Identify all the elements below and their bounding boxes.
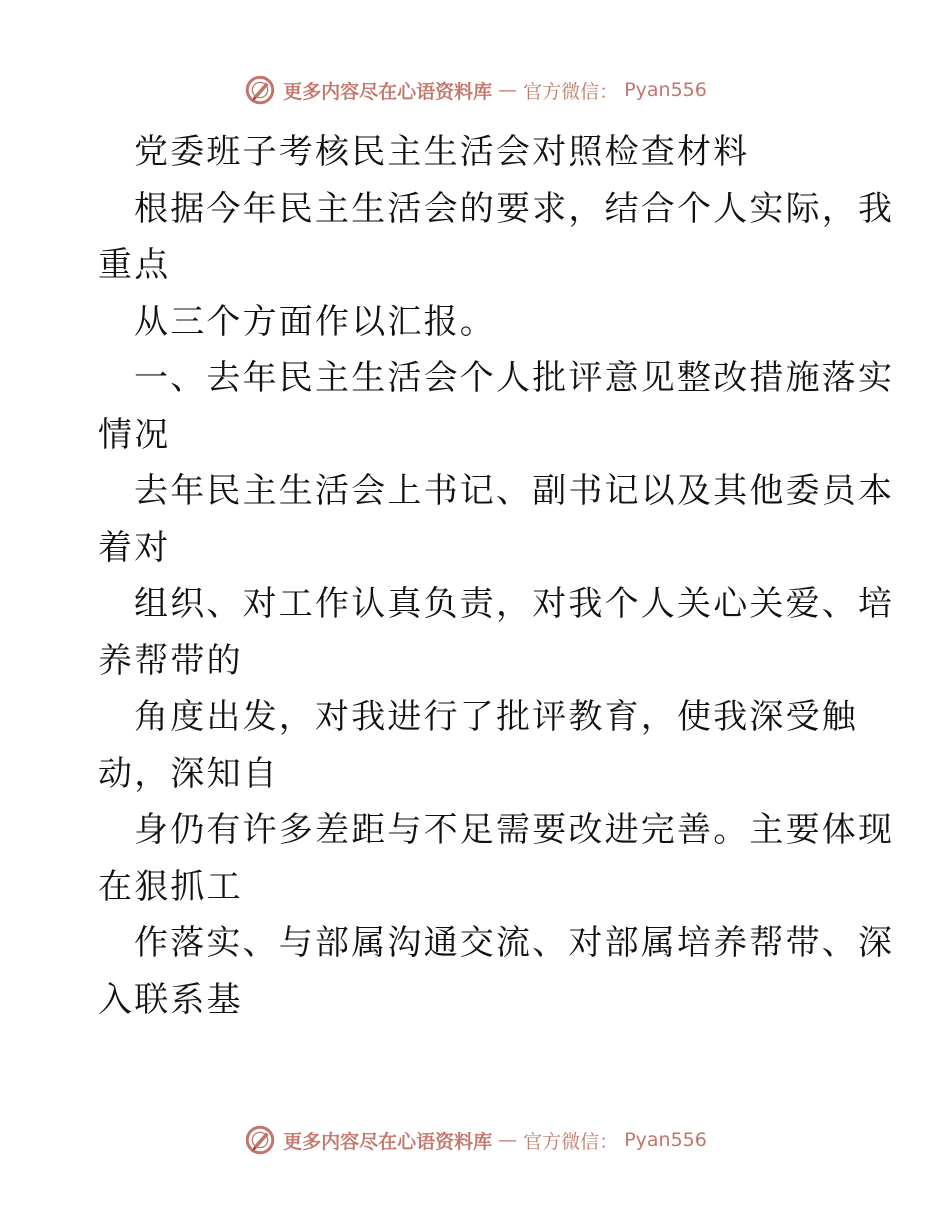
pen-circle-logo-icon (243, 1123, 277, 1157)
text-line: 党委班子考核民主生活会对照检查材料 (134, 132, 750, 172)
footer-watermark (0, 1120, 950, 1160)
text-line: 情况 (98, 414, 171, 455)
text-line: 去年民主生活会上书记、副书记以及其他委员本 (134, 471, 895, 511)
watermark-dash: — (498, 1129, 518, 1151)
watermark-dash: — (498, 79, 518, 101)
text-line: 养帮带的 (98, 640, 243, 681)
text-line: 身仍有许多差距与不足需要改进完善。主要体现 (134, 810, 895, 850)
text-line: 根据今年民主生活会的要求，结合个人实际，我 (134, 188, 895, 229)
text-line: 一、去年民主生活会个人批评意见整改措施落实 (134, 358, 895, 398)
text-line: 作落实、与部属沟通交流、对部属培养帮带、深 (134, 923, 895, 963)
pen-circle-logo-icon (243, 73, 277, 107)
text-line: 重点 (98, 245, 171, 285)
watermark-contact-label: 官方微信： (523, 80, 619, 103)
text-line: 入联系基 (98, 979, 243, 1020)
text-line: 组织、对工作认真负责，对我个人关心关爱、培 (134, 584, 895, 624)
header-watermark (0, 70, 950, 110)
text-line: 角度出发，对我进行了批评教育，使我深受触 (134, 697, 858, 737)
watermark-brand: 更多内容尽在心语资料库 (283, 1130, 493, 1153)
text-line: 动，深知自 (98, 753, 279, 794)
text-line: 着对 (98, 527, 171, 568)
text-line: 在狠抓工 (98, 866, 243, 907)
watermark-contact-id: Pyan556 (624, 79, 707, 101)
document-body (98, 124, 895, 1028)
watermark-brand: 更多内容尽在心语资料库 (283, 80, 493, 103)
watermark-contact-id: Pyan556 (624, 1129, 707, 1151)
watermark-contact-label: 官方微信： (523, 1130, 619, 1153)
text-line: 从三个方面作以汇报。 (134, 301, 496, 342)
